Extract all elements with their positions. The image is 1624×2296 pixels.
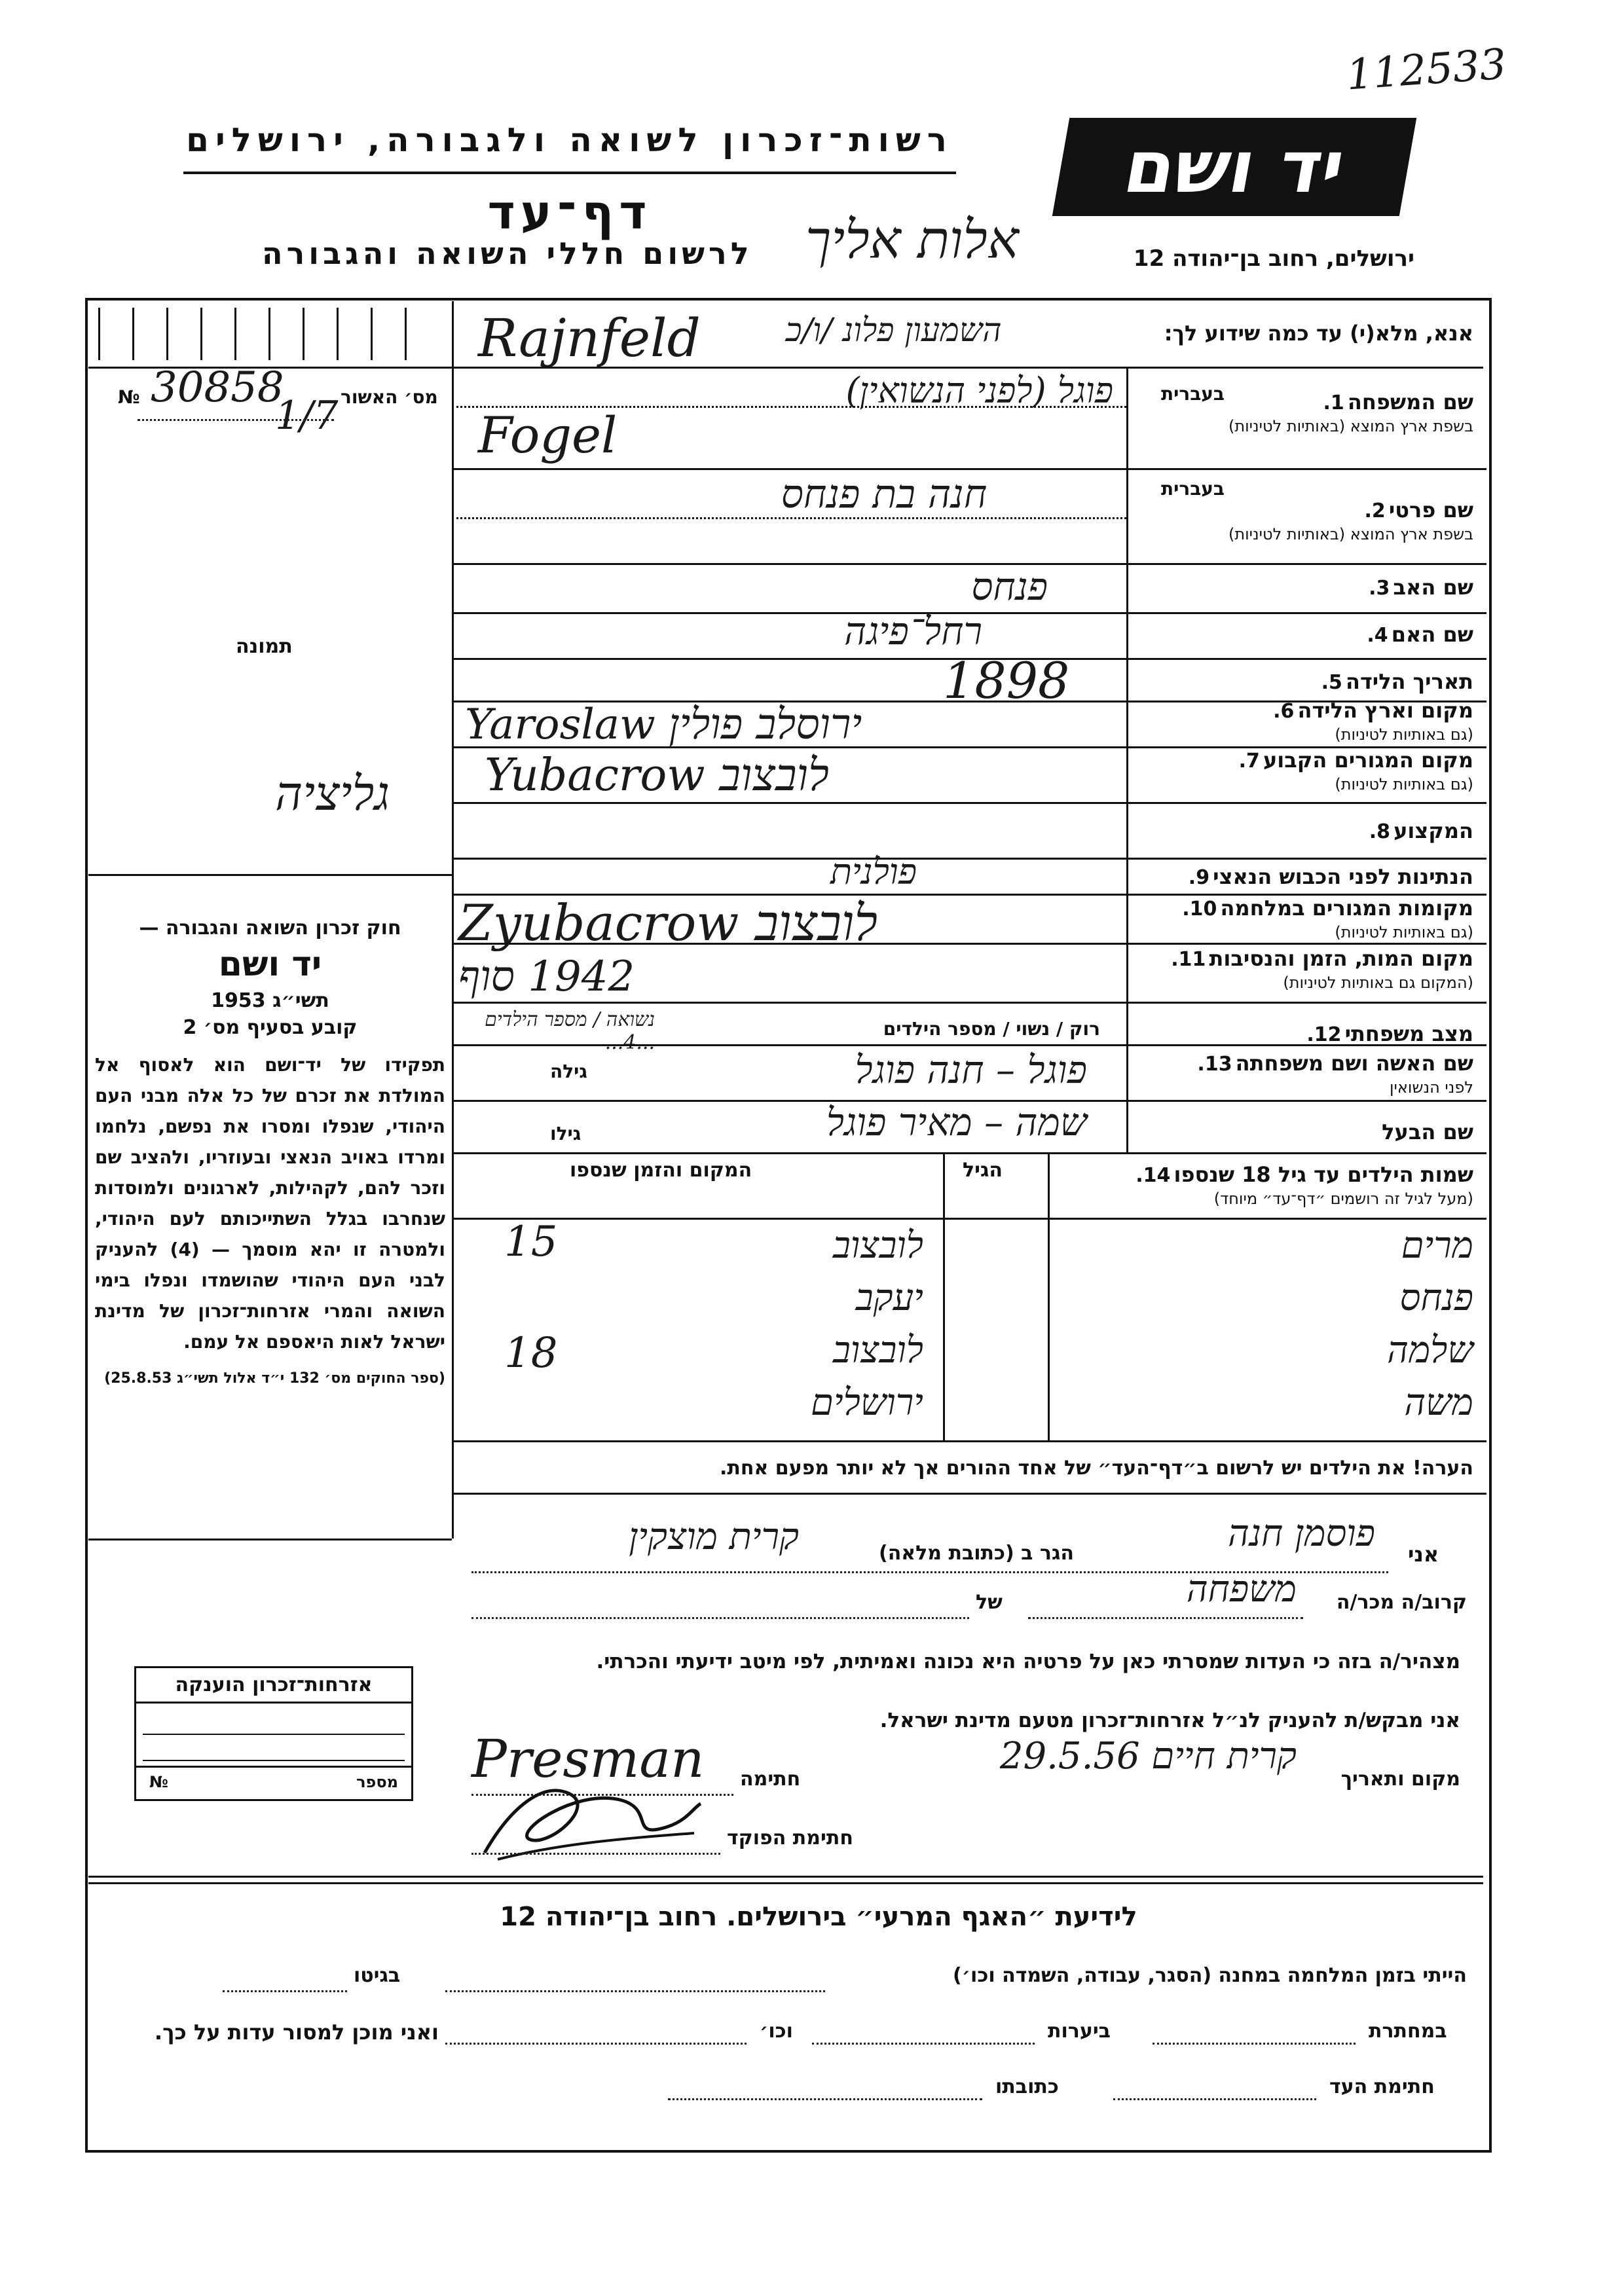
footer-title: לידיעת ״האגף המרעי״ בירושלים. רחוב בן־יהודה 12 xyxy=(500,1902,1137,1932)
decl-address-value: קרית מוצקין xyxy=(629,1516,799,1558)
decl-signature-value: Presman xyxy=(471,1728,705,1789)
row-rule xyxy=(452,517,1126,519)
approval-fraction: 1/7 xyxy=(275,393,339,439)
field-sublabel: לפני הנשואין xyxy=(1389,1078,1473,1097)
marital-options: רוק / נשוי / מספר הילדים xyxy=(883,1018,1100,1040)
footer-line1-a: הייתי בזמן המלחמה במחנה (הסגר, עבודה, השמדה וכו׳) xyxy=(953,1964,1467,1987)
title-handwritten-note: אלות אליך xyxy=(805,210,1019,270)
label-divider xyxy=(1126,367,1128,1152)
footer-line2-a: במחתרת xyxy=(1369,2020,1447,2043)
law-box-logo: יד ושם xyxy=(218,945,322,984)
decl-official-label: חתימת הפוקד xyxy=(727,1827,853,1850)
field-lang-note: בעברית xyxy=(1160,478,1225,500)
photo-label: תמונה xyxy=(236,635,293,658)
field-marital-status xyxy=(1133,1021,1473,1046)
intro-rule xyxy=(88,367,1483,369)
field-value: פוגל – חנה פוגל xyxy=(855,1048,1087,1092)
row-rule xyxy=(452,943,1486,945)
footer-dotted-line xyxy=(812,2043,1035,2045)
law-box-text: תפקידו של יד־ושם הוא לאסוף אל המולדת את זכרם של כל אלה מבני העם היהודי, שנפלו ומסרו את נפשם, נלחמו ומרדו באויב הנאצי ובעוזריו, ולהציב שם וזכר להם, לקהילות, לארגונים ולמוסדות שנחרבו בגלל השתייכותם לעם היהודי, ולמטרה זו יהא מוסמך — (4) להעניק לבני העם היהודי שהושמדו ונפלו בימי השואה והמרי אזרחות־זכרון של מדינת ישראל לאות היאספם אל עמם. xyxy=(95,1054,445,1353)
footer-line3-a: חתימת העד xyxy=(1329,2075,1435,2098)
child-place: לובצוב xyxy=(832,1329,923,1372)
field-number: 12. xyxy=(1306,1023,1342,1046)
row-rule xyxy=(452,1044,1486,1046)
header-rule xyxy=(183,172,956,174)
field-sublabel: (המקום גם באותיות לטיניות) xyxy=(1283,974,1473,992)
decl-dotted-line xyxy=(1028,1617,1303,1619)
field-value: Yaroslaw ירוסלב פולין xyxy=(465,701,862,749)
footer-line2-c: וכו׳ xyxy=(760,2020,793,2043)
footer-line2-b: ביערות xyxy=(1048,2020,1111,2043)
intro-label: אנא, מלא(י) עד כמה שידוע לך: xyxy=(1164,321,1473,346)
decl-place-date-value: קרית חיים 29.5.56 xyxy=(999,1735,1297,1777)
children-bottom-rule xyxy=(452,1440,1486,1442)
footer-dotted-line xyxy=(1113,2098,1316,2100)
table-row xyxy=(452,1329,1486,1378)
husband-age-label: גילו xyxy=(550,1123,581,1144)
field-label: מקומות המגורים במלחמה xyxy=(1220,896,1473,920)
field-value: רחל־פיגה xyxy=(844,609,982,653)
citizenship-num-sign: № xyxy=(149,1773,168,1791)
citizenship-number-row xyxy=(136,1766,411,1799)
field-label: שם האם xyxy=(1391,622,1473,647)
child-place: ירושלים xyxy=(811,1381,923,1424)
field-value: נשואה / מספר הילדים ...4... xyxy=(485,1008,655,1054)
field-number: 7. xyxy=(1238,750,1260,773)
field-value-hebrew: חנה בת פנחס xyxy=(781,471,987,517)
table-row xyxy=(452,1218,1486,1273)
wife-age-label: גילה xyxy=(550,1061,587,1082)
row-rule xyxy=(452,802,1486,804)
field-nationality xyxy=(1133,864,1473,889)
form-title: דף־עד xyxy=(487,185,652,240)
field-label: שם האשה ושם משפחתה xyxy=(1235,1051,1473,1076)
official-signature-scribble xyxy=(471,1768,707,1866)
decl-of-label: של xyxy=(976,1591,1003,1614)
footer-dotted-line xyxy=(445,2043,747,2045)
child-name: פנחס xyxy=(1399,1277,1473,1319)
field-value: Fogel xyxy=(478,406,618,464)
note-rule xyxy=(452,1493,1486,1495)
children-col-place: המקום והזמן שנספו xyxy=(570,1159,752,1182)
decl-i-value: פוסמן חנה xyxy=(1228,1512,1375,1555)
decl-relative-label: קרוב/ה מכר/ה xyxy=(1336,1591,1467,1614)
law-box-year: תשי״ג 1953 xyxy=(211,989,329,1012)
field-label: שם האב xyxy=(1393,575,1473,600)
field-wife-name xyxy=(1133,1051,1473,1097)
table-row xyxy=(452,1381,1486,1430)
field-value: פנחס xyxy=(971,564,1048,609)
footer-line2-d: ואני מוכן למסור עדות על כך. xyxy=(154,2020,439,2045)
decl-i-label: אני xyxy=(1408,1542,1439,1567)
field-number: 13. xyxy=(1197,1053,1232,1076)
footer-line3-b: כתובתו xyxy=(995,2075,1059,2098)
authority-title: רשות־זכרון לשואה ולגבורה, ירושלים xyxy=(186,121,953,159)
field-sublabel: בשפת ארץ המוצא (באותיות לטיניות) xyxy=(1228,525,1473,543)
field-number: 9. xyxy=(1188,866,1210,889)
decl-dotted-line xyxy=(471,1617,969,1619)
law-box-top xyxy=(88,874,452,876)
row-rule xyxy=(452,468,1486,470)
field-label: הנתינות לפני הכבוש הנאצי xyxy=(1213,864,1473,889)
child-age: 18 xyxy=(504,1329,558,1377)
children-label: שמות הילדים עד גיל 18 שנספו xyxy=(1173,1162,1473,1187)
field-profession xyxy=(1133,818,1473,843)
field-sublabel: (גם באותיות לטיניות) xyxy=(1335,923,1473,941)
decl-place-date-label: מקום ותאריך xyxy=(1340,1768,1460,1791)
approval-dotted-line xyxy=(138,419,334,421)
children-col-age: הגיל xyxy=(963,1159,1003,1182)
child-name: שלמה xyxy=(1387,1329,1473,1372)
children-header xyxy=(1048,1162,1473,1208)
children-sublabel: (מעל לגיל זה רושמים ״דף־עד״ מיוחד) xyxy=(1213,1190,1473,1208)
field-value: פולנית xyxy=(830,851,917,892)
field-first-name xyxy=(1133,498,1473,543)
field-sublabel: (גם באותיות לטיניות) xyxy=(1335,775,1473,793)
field-value: 1898 xyxy=(943,651,1070,710)
approval-number: 30858 xyxy=(151,363,284,412)
intro-handwritten-note: השמעון פלונ /ו/כ xyxy=(786,311,1002,349)
header-address: ירושלים, רחוב בן־יהודה 12 xyxy=(1133,246,1414,272)
field-label: מקום וארץ הלידה xyxy=(1297,698,1473,723)
field-birth-place xyxy=(1133,698,1473,744)
field-death-place xyxy=(1133,946,1473,992)
field-lang-note: בעברית xyxy=(1160,383,1225,405)
field-value: שמה – מאיר פוגל xyxy=(826,1100,1087,1144)
field-label: תאריך הלידה xyxy=(1345,669,1473,694)
field-birth-date xyxy=(1133,669,1473,694)
field-value: 1942 סוף xyxy=(458,953,635,1001)
field-residence xyxy=(1133,748,1473,793)
side-handwritten-note: גליציה xyxy=(275,766,390,821)
field-number: 4. xyxy=(1367,624,1388,647)
intro-handwritten-value: Rajnfeld xyxy=(478,308,701,369)
footer-rule xyxy=(88,1882,1483,1884)
field-number: 6. xyxy=(1273,700,1295,723)
decl-dotted-line xyxy=(471,1853,720,1855)
decl-request: אני מבקש/ת להעניק לנ״ל אזרחות־זכרון מטעם מדינת ישראל. xyxy=(879,1709,1460,1732)
field-husband-name xyxy=(1133,1120,1473,1144)
field-value: Zyubacrow לובצוב xyxy=(458,894,878,952)
field-label: שם פרטי xyxy=(1388,498,1473,522)
children-note: הערה! את הילדים יש לרשום ב״דף־העד״ של אחד ההורים אך לא יותר מפעם אחת. xyxy=(720,1457,1473,1480)
child-place: לובצוב xyxy=(832,1224,923,1267)
citizenship-num-label: מספר xyxy=(356,1773,398,1791)
citizenship-title: אזרחות־זכרון הוענקה xyxy=(136,1668,411,1704)
field-label: מקום המגורים הקבוע xyxy=(1263,748,1473,773)
child-name: מרים xyxy=(1401,1224,1473,1267)
field-wartime-residence xyxy=(1133,896,1473,941)
field-father-name xyxy=(1133,575,1473,600)
form-subtitle: לרשום חללי השואה והגבורה xyxy=(262,236,753,271)
field-mother-name xyxy=(1133,622,1473,647)
field-number: 3. xyxy=(1369,577,1390,600)
footer-dotted-line xyxy=(223,1990,347,1992)
field-label: מצב משפחתי xyxy=(1344,1021,1473,1046)
row-rule xyxy=(452,406,1126,408)
field-number: 1. xyxy=(1323,392,1344,414)
approval-ticks xyxy=(98,308,439,360)
decl-statement: מצהיר/ה בזה כי העדות שמסרתי כאן על פרטיה היא נכונה ואמיתית, לפי מיטב ידיעתי והכרתי. xyxy=(596,1650,1460,1673)
field-label: שם הבעל xyxy=(1382,1120,1473,1144)
decl-relative-value: משפחה xyxy=(1186,1568,1297,1611)
field-number: 8. xyxy=(1369,820,1391,843)
row-rule xyxy=(452,1152,1486,1154)
footer-dotted-line xyxy=(445,1990,825,1992)
law-box-title: חוק זכרון השואה והגבורה — xyxy=(139,917,401,939)
footer-line1-b: בגיטו xyxy=(354,1964,401,1987)
child-age: 15 xyxy=(504,1218,558,1266)
children-rows xyxy=(452,1218,1486,1440)
field-sublabel: (גם באותיות לטיניות) xyxy=(1335,725,1473,744)
record-number: 112533 xyxy=(1344,40,1508,100)
law-box-ref: (ספר החוקים מס׳ 132 י״ד אלול תשי״ג 25.8.53) xyxy=(104,1370,445,1387)
field-value: Yubacrow לובצוב xyxy=(485,750,829,801)
children-number: 14. xyxy=(1135,1164,1171,1187)
field-sublabel: בשפת ארץ המוצא (באותיות לטיניות) xyxy=(1228,417,1473,435)
row-rule xyxy=(452,1002,1486,1004)
field-number: 11. xyxy=(1171,948,1206,971)
field-number: 5. xyxy=(1321,671,1342,694)
yad-vashem-logo: יד ושם xyxy=(1052,118,1416,216)
field-number: 10. xyxy=(1182,898,1217,920)
child-place: יעקב xyxy=(855,1277,923,1319)
approval-label: מס׳ האשור xyxy=(341,386,438,408)
law-box xyxy=(95,917,445,1506)
footer-dotted-line xyxy=(1153,2043,1356,2045)
field-number: 2. xyxy=(1364,500,1386,522)
table-row xyxy=(452,1277,1486,1326)
field-label: המקצוע xyxy=(1393,818,1473,843)
decl-resides-label: הגר ב (כתובת מלאה) xyxy=(878,1542,1074,1565)
citizenship-box xyxy=(134,1666,413,1801)
child-name: משה xyxy=(1404,1381,1473,1424)
law-box-clause: קובע בסעיף מס׳ 2 xyxy=(183,1016,358,1039)
decl-signature-label: חתימה xyxy=(740,1768,801,1791)
approval-number-sign: № xyxy=(118,386,140,408)
field-label: שם המשפחה xyxy=(1347,390,1473,414)
citizenship-line xyxy=(143,1760,405,1761)
field-label: מקום המות, הזמן והנסיבות xyxy=(1209,946,1473,971)
citizenship-line xyxy=(143,1734,405,1735)
row-rule xyxy=(452,858,1486,860)
footer-rule xyxy=(88,1876,1483,1878)
children-rule xyxy=(452,1218,1486,1220)
footer-dotted-line xyxy=(668,2098,982,2100)
field-value-hebrew: פוגל (לפני הנשואין) xyxy=(845,370,1113,411)
